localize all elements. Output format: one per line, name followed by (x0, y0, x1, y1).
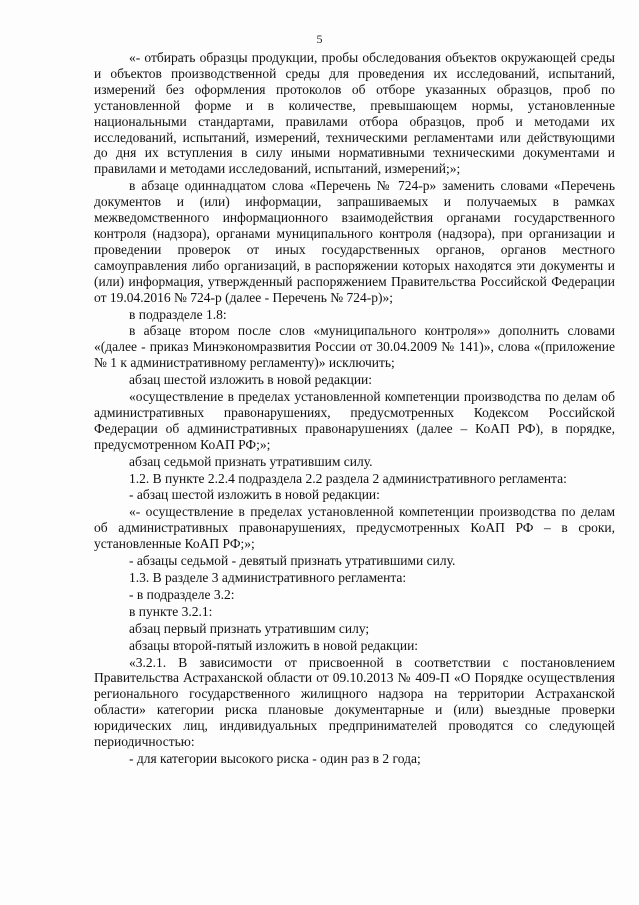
paragraph-item-1-2: 1.2. В пункте 2.2.4 подраздела 2.2 раздела 2 административного регламента: (129, 470, 567, 486)
paragraph-sampling-clause: «- отбирать образцы продукции, пробы обследования объектов окружающей среды и объектов производственной среды для проведения их исследований, испытаний, измерений без оформления протоколов об отборе указанных образцов, проб по установленной форме и в количестве, превышающем нормы, установленные национальными стандартами, правилами отбора образцов, проб и методами их исследований, испытаний, измерений, техническими регламентами или действующими до дня их вступления в силу иными нормативными техническими документами и правилами и методами исследований, испытаний, измерений;»; (94, 50, 615, 177)
paragraph-seventh-abzac-void: абзац седьмой признать утратившим силу. (129, 453, 373, 469)
document-body (94, 50, 615, 767)
paragraph-second-abzac-amendment: в абзаце втором после слов «муниципального контроля»» дополнить словами «(далее - приказ Минэкономразвития России от 30.04.2009 № 141)», слова «(приложение № 1 к административному регламенту)» исключить; (94, 323, 615, 371)
paragraph-subsection-3-2: - в подразделе 3.2: (129, 586, 235, 602)
paragraph-seventh-ninth-void: - абзацы седьмой - девятый признать утратившими силу. (129, 553, 456, 569)
paragraph-second-fifth-new-edition: абзацы второй-пятый изложить в новой редакции: (129, 637, 419, 653)
paragraph-list-724r-replacement: в абзаце одиннадцатом слова «Перечень № 724-р» заменить словами «Перечень документов и (или) информации, запрашиваемых и получаемых в рамках межведомственного информационного взаимодействия органами государственного контроля (надзора), органами муниципального контроля (надзора), при организации и проведении проверок от иных государственных органов, органов местного самоуправления либо организаций, в распоряжении которых находятся эти документы и (или) информация, утвержденный распоряжением Правительства Российской Федерации от 19.04.2016 № 724-р (далее - Перечень № 724-р)»; (94, 178, 615, 305)
paragraph-item-1-3: 1.3. В разделе 3 административного регламента: (129, 570, 407, 585)
page-number: 5 (316, 32, 323, 46)
paragraph-high-risk-frequency: - для категории высокого риска - один раз в 2 года; (129, 750, 421, 766)
paragraph-first-abzac-void: абзац первый признать утратившим силу; (129, 620, 370, 636)
paragraph-koap-deadlines: «- осуществление в пределах установленной компетенции производства по делам об административных правонарушениях, предусмотренных КоАП РФ – в сроки, установленные КоАП РФ;»; (94, 504, 615, 552)
paragraph-point-3-2-1: в пункте 3.2.1: (129, 603, 213, 619)
paragraph-sixth-abzac-new-edition: абзац шестой изложить в новой редакции: (129, 372, 373, 388)
paragraph-koap-proceedings: «осуществление в пределах установленной компетенции производства по делам об административных правонарушениях, предусмотренных Кодексом Российской Федерации об административных правонарушениях (далее – КоАП РФ), в порядке, предусмотренном КоАП РФ;»; (94, 389, 615, 452)
paragraph-subsection-1-8: в подразделе 1.8: (129, 306, 227, 322)
paragraph-3-2-1-risk-categories: «3.2.1. В зависимости от присвоенной в соответствии с постановлением Правительства Астраханской области от 09.10.2013 № 409-П «О Порядке осуществления регионального государственного жилищного надзора на территории Астраханской области» категории риска плановые документарные и (или) выездные проверки юридических лиц, индивидуальных предпринимателей проводятся со следующей периодичностью: (94, 654, 615, 750)
paragraph-sixth-abzac-new-edition-2: - абзац шестой изложить в новой редакции: (129, 487, 380, 503)
